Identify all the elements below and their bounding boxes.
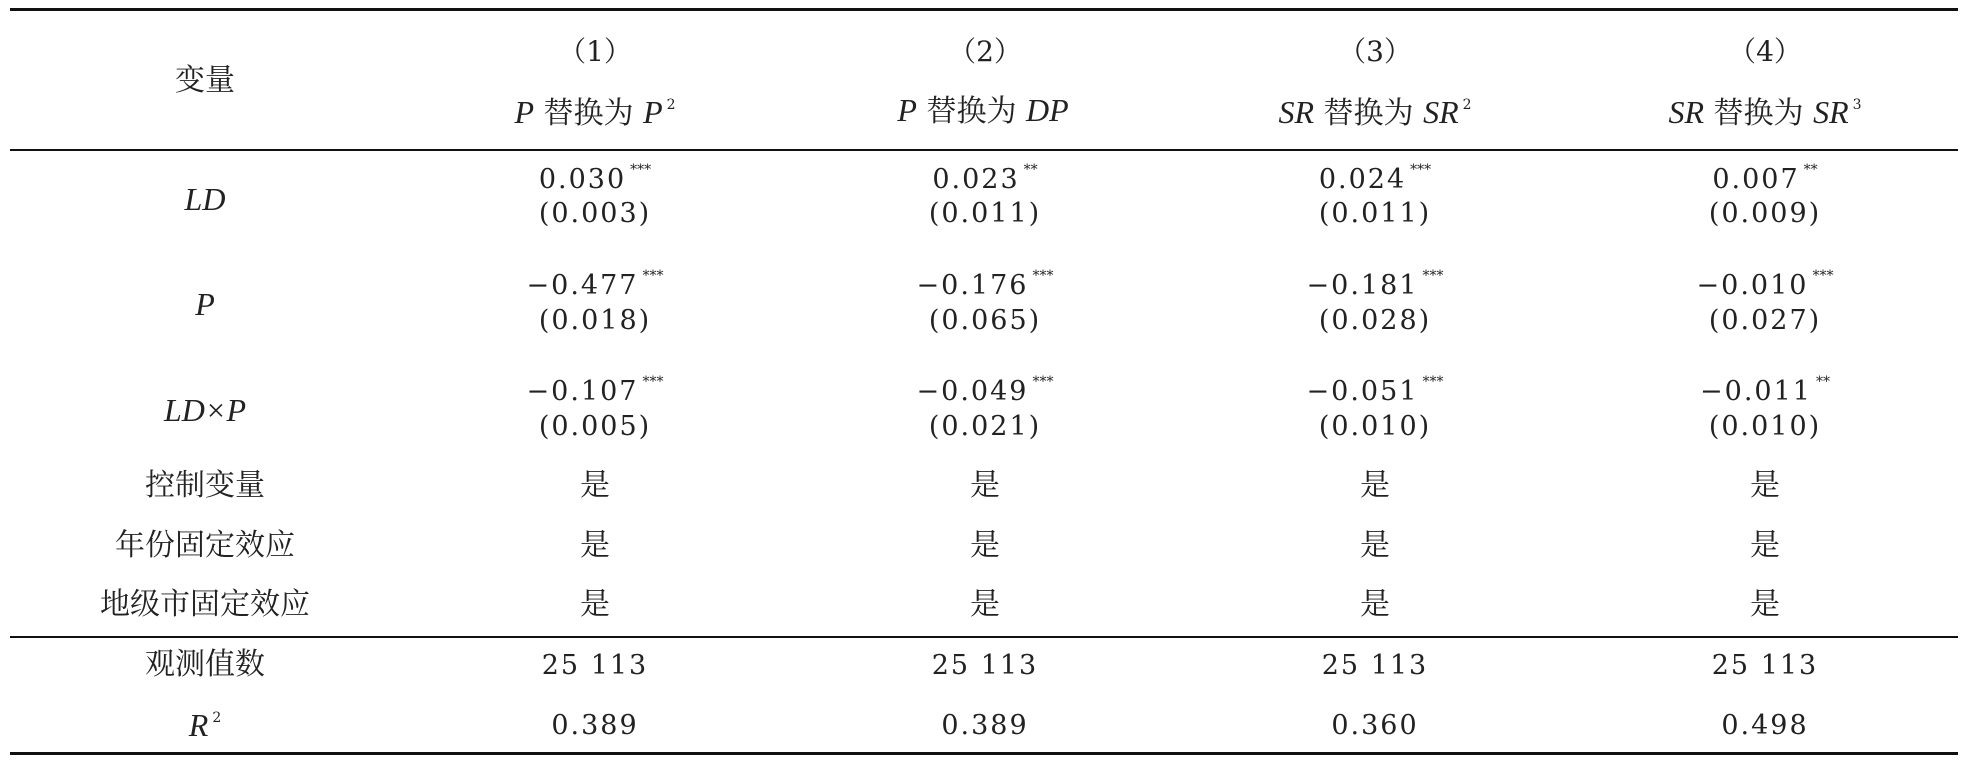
observations-3: 25 113 bbox=[1321, 650, 1429, 681]
r-squared-2: 0.389 bbox=[941, 710, 1029, 741]
coef-ld-1: 0.030 *** bbox=[538, 162, 652, 195]
column-number-1: （1） bbox=[558, 35, 632, 68]
coef-p-3: −0.181 *** bbox=[1306, 268, 1444, 301]
year-fe-1: 是 bbox=[580, 528, 610, 563]
header-bottom-rule bbox=[10, 149, 1958, 151]
row-label-p: P bbox=[195, 286, 215, 322]
se-p-1: (0.018) bbox=[538, 305, 652, 336]
row-label-r-squared: R $^2$ bbox=[188, 707, 222, 743]
column-title-2: P 替换为 DP bbox=[897, 92, 1069, 129]
table-bottom-rule bbox=[10, 752, 1958, 755]
se-ldp-4: (0.010) bbox=[1708, 411, 1822, 442]
year-fe-2: 是 bbox=[970, 528, 1000, 563]
city-fe-4: 是 bbox=[1750, 587, 1780, 622]
coef-p-4: −0.010 *** bbox=[1696, 268, 1834, 301]
coef-ld-2: 0.023 ** bbox=[932, 162, 1038, 195]
coef-ld-3: 0.024 *** bbox=[1318, 162, 1432, 195]
coef-ldp-2: −0.049 *** bbox=[916, 374, 1054, 407]
controls-4: 是 bbox=[1750, 468, 1780, 503]
controls-1: 是 bbox=[580, 468, 610, 503]
year-fe-4: 是 bbox=[1750, 528, 1780, 563]
row-label-ld-x-p: LD×P bbox=[163, 392, 247, 428]
observations-2: 25 113 bbox=[931, 650, 1039, 681]
observations-1: 25 113 bbox=[541, 650, 649, 681]
column-number-4: （4） bbox=[1728, 35, 1802, 68]
column-title-4: SR 替换为 SR $^3$ bbox=[1668, 94, 1862, 131]
se-ldp-2: (0.021) bbox=[928, 411, 1042, 442]
se-p-4: (0.027) bbox=[1708, 305, 1822, 336]
row-label-controls: 控制变量 bbox=[145, 468, 265, 503]
se-ld-4: (0.009) bbox=[1708, 198, 1822, 229]
controls-2: 是 bbox=[970, 468, 1000, 503]
se-ldp-3: (0.010) bbox=[1318, 411, 1432, 442]
r-squared-1: 0.389 bbox=[551, 710, 639, 741]
coef-p-1: −0.477 *** bbox=[526, 268, 664, 301]
se-ld-2: (0.011) bbox=[928, 198, 1042, 229]
city-fe-1: 是 bbox=[580, 587, 610, 622]
city-fe-2: 是 bbox=[970, 587, 1000, 622]
variable-header: 变量 bbox=[175, 63, 235, 98]
coef-ldp-3: −0.051 *** bbox=[1306, 374, 1444, 407]
column-number-2: （2） bbox=[948, 35, 1022, 68]
se-p-2: (0.065) bbox=[928, 305, 1042, 336]
column-title-1: P 替换为 P $^2$ bbox=[514, 94, 676, 131]
city-fe-3: 是 bbox=[1360, 587, 1390, 622]
se-ld-3: (0.011) bbox=[1318, 198, 1432, 229]
row-label-city-fe: 地级市固定效应 bbox=[100, 587, 310, 622]
controls-3: 是 bbox=[1360, 468, 1390, 503]
coef-ldp-1: −0.107 *** bbox=[526, 374, 664, 407]
year-fe-3: 是 bbox=[1360, 528, 1390, 563]
coef-p-2: −0.176 *** bbox=[916, 268, 1054, 301]
se-ldp-1: (0.005) bbox=[538, 411, 652, 442]
column-title-3: SR 替换为 SR $^2$ bbox=[1278, 94, 1472, 131]
se-p-3: (0.028) bbox=[1318, 305, 1432, 336]
coef-ldp-4: −0.011 ** bbox=[1700, 374, 1830, 407]
observations-4: 25 113 bbox=[1711, 650, 1819, 681]
row-label-ld: LD bbox=[184, 181, 226, 217]
column-number-3: （3） bbox=[1338, 35, 1412, 68]
r-squared-4: 0.498 bbox=[1721, 710, 1809, 741]
se-ld-1: (0.003) bbox=[538, 198, 652, 229]
stats-top-rule bbox=[10, 636, 1958, 638]
coef-ld-4: 0.007 ** bbox=[1712, 162, 1818, 195]
r-squared-3: 0.360 bbox=[1331, 710, 1419, 741]
table-top-rule bbox=[10, 8, 1958, 11]
row-label-year-fe: 年份固定效应 bbox=[115, 528, 295, 563]
row-label-observations: 观测值数 bbox=[145, 647, 265, 682]
